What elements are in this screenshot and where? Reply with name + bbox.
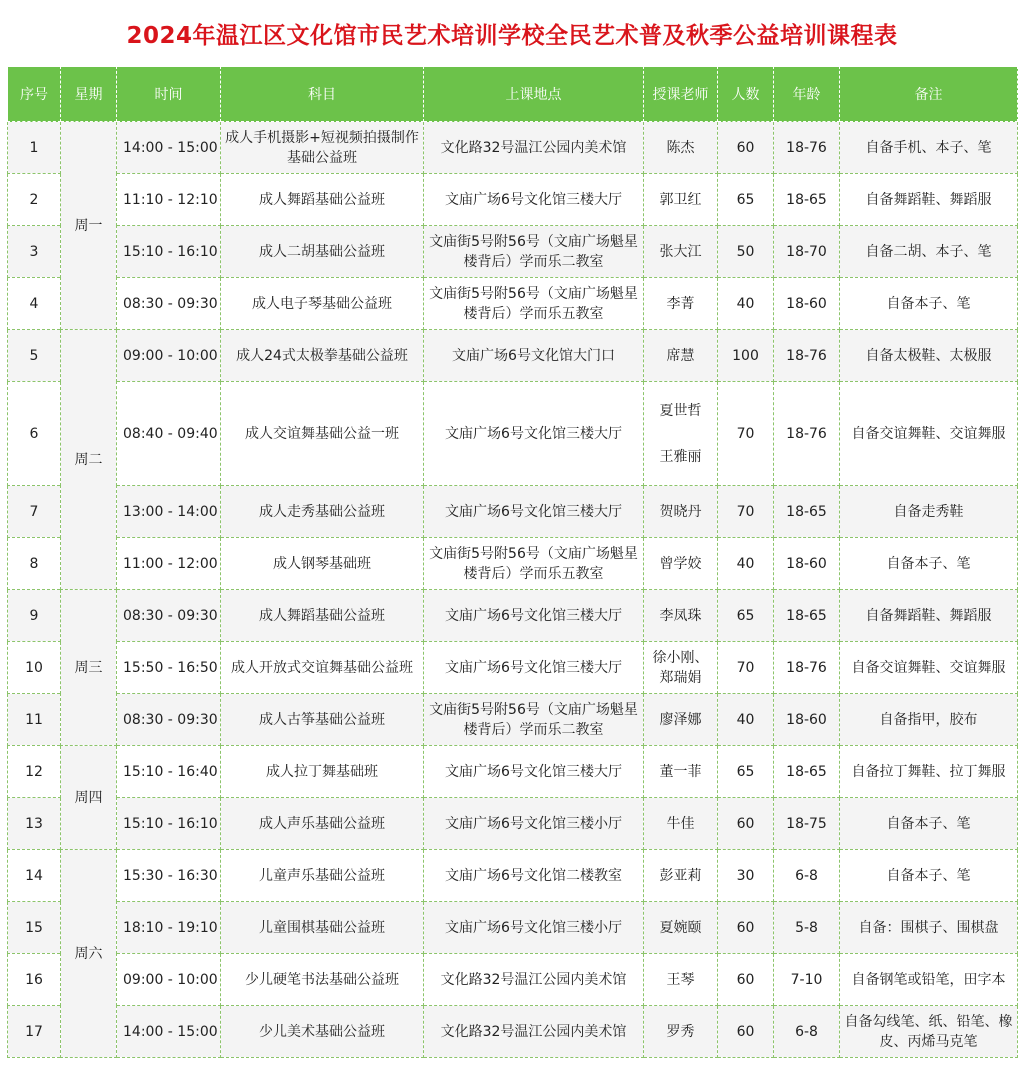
cell-subject: 成人钢琴基础班: [221, 538, 424, 590]
cell-count: 70: [718, 642, 774, 694]
table-row: [8, 746, 1018, 798]
cell-teacher: [644, 382, 718, 486]
cell-age: 18-76: [774, 642, 840, 694]
cell-location: 文庙街5号附56号（文庙广场魁星楼背后）学而乐二教室: [424, 226, 644, 278]
cell-teacher: 夏婉颐: [644, 902, 718, 954]
cell-no: 9: [8, 590, 61, 642]
cell-count: 65: [718, 590, 774, 642]
cell-location: 文化路32号温江公园内美术馆: [424, 1006, 644, 1058]
cell-no: 17: [8, 1006, 61, 1058]
cell-subject: 成人手机摄影+短视频拍摄制作基础公益班: [221, 122, 424, 174]
cell-age: 18-76: [774, 122, 840, 174]
cell-location: 文庙广场6号文化馆三楼大厅: [424, 174, 644, 226]
cell-time: 08:30 - 09:30: [117, 590, 221, 642]
cell-note: 自备交谊舞鞋、交谊舞服: [840, 642, 1018, 694]
table-row: [8, 694, 1018, 746]
cell-time: 15:50 - 16:50: [117, 642, 221, 694]
cell-note: 自备手机、本子、笔: [840, 122, 1018, 174]
cell-teacher: 贺晓丹: [644, 486, 718, 538]
cell-subject: 成人走秀基础公益班: [221, 486, 424, 538]
cell-location: 文庙广场6号文化馆三楼大厅: [424, 382, 644, 486]
cell-teacher: 牛佳: [644, 798, 718, 850]
cell-location: 文庙广场6号文化馆三楼大厅: [424, 486, 644, 538]
cell-age: 7-10: [774, 954, 840, 1006]
teacher-name: 夏世哲: [659, 402, 702, 419]
cell-subject: 儿童围棋基础公益班: [221, 902, 424, 954]
cell-note: 自备本子、笔: [840, 278, 1018, 330]
cell-time: 13:00 - 14:00: [117, 486, 221, 538]
cell-count: 50: [718, 226, 774, 278]
cell-age: 18-65: [774, 174, 840, 226]
cell-note: 自备太极鞋、太极服: [840, 330, 1018, 382]
cell-no: 14: [8, 850, 61, 902]
table-row: [8, 590, 1018, 642]
weekday-cell: 周一: [61, 122, 117, 330]
cell-time: 11:00 - 12:00: [117, 538, 221, 590]
weekday-cell: 周三: [61, 590, 117, 746]
table-row: [8, 798, 1018, 850]
header-count: 人数: [718, 67, 774, 122]
cell-time: 09:00 - 10:00: [117, 954, 221, 1006]
cell-location: 文庙街5号附56号（文庙广场魁星楼背后）学而乐二教室: [424, 694, 644, 746]
cell-note: 自备本子、笔: [840, 850, 1018, 902]
cell-count: 60: [718, 902, 774, 954]
table-row: [8, 954, 1018, 1006]
table-row: [8, 486, 1018, 538]
cell-teacher: 廖泽娜: [644, 694, 718, 746]
cell-note: 自备本子、笔: [840, 538, 1018, 590]
header-no: 序号: [8, 67, 61, 122]
cell-count: 40: [718, 694, 774, 746]
cell-age: 18-75: [774, 798, 840, 850]
cell-age: 18-76: [774, 382, 840, 486]
cell-count: 65: [718, 174, 774, 226]
cell-time: 15:10 - 16:40: [117, 746, 221, 798]
cell-teacher: 李凤珠: [644, 590, 718, 642]
table-row: [8, 278, 1018, 330]
cell-teacher: 董一菲: [644, 746, 718, 798]
table-row: [8, 850, 1018, 902]
cell-location: 文化路32号温江公园内美术馆: [424, 122, 644, 174]
cell-age: 18-65: [774, 486, 840, 538]
cell-time: 14:00 - 15:00: [117, 122, 221, 174]
cell-subject: 儿童声乐基础公益班: [221, 850, 424, 902]
cell-age: 18-60: [774, 538, 840, 590]
cell-no: 8: [8, 538, 61, 590]
cell-note: 自备舞蹈鞋、舞蹈服: [840, 590, 1018, 642]
table-row: [8, 226, 1018, 278]
cell-subject: 少儿硬笔书法基础公益班: [221, 954, 424, 1006]
cell-teacher: 罗秀: [644, 1006, 718, 1058]
cell-count: 70: [718, 486, 774, 538]
table-row: [8, 1006, 1018, 1058]
cell-no: 10: [8, 642, 61, 694]
cell-note: 自备勾线笔、纸、铅笔、橡皮、丙烯马克笔: [840, 1006, 1018, 1058]
cell-note: 自备拉丁舞鞋、拉丁舞服: [840, 746, 1018, 798]
cell-no: 11: [8, 694, 61, 746]
table-row: [8, 174, 1018, 226]
cell-teacher: 陈杰: [644, 122, 718, 174]
page-title: 2024年温江区文化馆市民艺术培训学校全民艺术普及秋季公益培训课程表: [126, 22, 898, 49]
cell-subject: 成人电子琴基础公益班: [221, 278, 424, 330]
cell-note: 自备二胡、本子、笔: [840, 226, 1018, 278]
cell-location: 文庙街5号附56号（文庙广场魁星楼背后）学而乐五教室: [424, 278, 644, 330]
cell-age: 6-8: [774, 850, 840, 902]
cell-subject: 成人声乐基础公益班: [221, 798, 424, 850]
cell-subject: 成人舞蹈基础公益班: [221, 174, 424, 226]
cell-time: 18:10 - 19:10: [117, 902, 221, 954]
cell-location: 文化路32号温江公园内美术馆: [424, 954, 644, 1006]
cell-time: 08:30 - 09:30: [117, 278, 221, 330]
cell-location: 文庙街5号附56号（文庙广场魁星楼背后）学而乐五教室: [424, 538, 644, 590]
cell-age: 6-8: [774, 1006, 840, 1058]
cell-no: 3: [8, 226, 61, 278]
cell-subject: 成人舞蹈基础公益班: [221, 590, 424, 642]
cell-no: 5: [8, 330, 61, 382]
cell-location: 文庙广场6号文化馆三楼小厅: [424, 798, 644, 850]
cell-subject: 成人古筝基础公益班: [221, 694, 424, 746]
cell-subject: 成人交谊舞基础公益一班: [221, 382, 424, 486]
cell-time: 15:10 - 16:10: [117, 226, 221, 278]
header-time: 时间: [117, 67, 221, 122]
cell-location: 文庙广场6号文化馆三楼小厅: [424, 902, 644, 954]
cell-note: 自备走秀鞋: [840, 486, 1018, 538]
cell-no: 15: [8, 902, 61, 954]
cell-time: 14:00 - 15:00: [117, 1006, 221, 1058]
cell-teacher: 张大江: [644, 226, 718, 278]
table-row: [8, 382, 1018, 486]
cell-age: 18-60: [774, 694, 840, 746]
cell-age: 18-65: [774, 746, 840, 798]
weekday-cell: 周二: [61, 330, 117, 590]
cell-time: 15:30 - 16:30: [117, 850, 221, 902]
header-subject: 科目: [221, 67, 424, 122]
cell-count: 60: [718, 122, 774, 174]
cell-note: 自备：围棋子、围棋盘: [840, 902, 1018, 954]
cell-count: 40: [718, 538, 774, 590]
cell-count: 70: [718, 382, 774, 486]
cell-count: 30: [718, 850, 774, 902]
cell-age: 18-60: [774, 278, 840, 330]
course-schedule-table: [7, 66, 1018, 1058]
cell-location: 文庙广场6号文化馆三楼大厅: [424, 746, 644, 798]
header-location: 上课地点: [424, 67, 644, 122]
cell-time: 09:00 - 10:00: [117, 330, 221, 382]
cell-time: 08:40 - 09:40: [117, 382, 221, 486]
cell-no: 7: [8, 486, 61, 538]
cell-teacher: 王琴: [644, 954, 718, 1006]
cell-count: 65: [718, 746, 774, 798]
cell-note: 自备钢笔或铅笔，田字本: [840, 954, 1018, 1006]
cell-teacher: 徐小刚、郑瑞娟: [644, 642, 718, 694]
cell-age: 18-76: [774, 330, 840, 382]
weekday-cell: 周四: [61, 746, 117, 850]
cell-teacher: 彭亚莉: [644, 850, 718, 902]
cell-no: 2: [8, 174, 61, 226]
cell-note: 自备本子、笔: [840, 798, 1018, 850]
cell-subject: 成人二胡基础公益班: [221, 226, 424, 278]
cell-teacher: 席慧: [644, 330, 718, 382]
table-row: [8, 330, 1018, 382]
cell-note: 自备交谊舞鞋、交谊舞服: [840, 382, 1018, 486]
cell-location: 文庙广场6号文化馆大门口: [424, 330, 644, 382]
cell-time: 08:30 - 09:30: [117, 694, 221, 746]
teacher-name: 王雅丽: [659, 448, 702, 465]
header-age: 年龄: [774, 67, 840, 122]
cell-teacher: 郭卫红: [644, 174, 718, 226]
cell-count: 100: [718, 330, 774, 382]
cell-subject: 成人24式太极拳基础公益班: [221, 330, 424, 382]
weekday-cell: 周六: [61, 850, 117, 1058]
cell-no: 4: [8, 278, 61, 330]
cell-note: 自备指甲，胶布: [840, 694, 1018, 746]
cell-count: 60: [718, 1006, 774, 1058]
header-weekday: 星期: [61, 67, 117, 122]
cell-no: 12: [8, 746, 61, 798]
cell-count: 40: [718, 278, 774, 330]
header-row: [8, 67, 1018, 122]
cell-time: 15:10 - 16:10: [117, 798, 221, 850]
header-teacher: 授课老师: [644, 67, 718, 122]
cell-subject: 少儿美术基础公益班: [221, 1006, 424, 1058]
cell-note: 自备舞蹈鞋、舞蹈服: [840, 174, 1018, 226]
cell-age: 18-65: [774, 590, 840, 642]
cell-subject: 成人开放式交谊舞基础公益班: [221, 642, 424, 694]
cell-age: 5-8: [774, 902, 840, 954]
cell-count: 60: [718, 798, 774, 850]
cell-no: 1: [8, 122, 61, 174]
header-note: 备注: [840, 67, 1018, 122]
cell-count: 60: [718, 954, 774, 1006]
cell-location: 文庙广场6号文化馆二楼教室: [424, 850, 644, 902]
table-row: [8, 642, 1018, 694]
cell-time: 11:10 - 12:10: [117, 174, 221, 226]
cell-no: 13: [8, 798, 61, 850]
cell-teacher: 李菁: [644, 278, 718, 330]
cell-subject: 成人拉丁舞基础班: [221, 746, 424, 798]
table-row: [8, 122, 1018, 174]
cell-no: 6: [8, 382, 61, 486]
table-row: [8, 902, 1018, 954]
cell-location: 文庙广场6号文化馆三楼大厅: [424, 590, 644, 642]
cell-no: 16: [8, 954, 61, 1006]
cell-location: 文庙广场6号文化馆三楼大厅: [424, 642, 644, 694]
cell-age: 18-70: [774, 226, 840, 278]
table-row: [8, 538, 1018, 590]
cell-teacher: 曾学姣: [644, 538, 718, 590]
